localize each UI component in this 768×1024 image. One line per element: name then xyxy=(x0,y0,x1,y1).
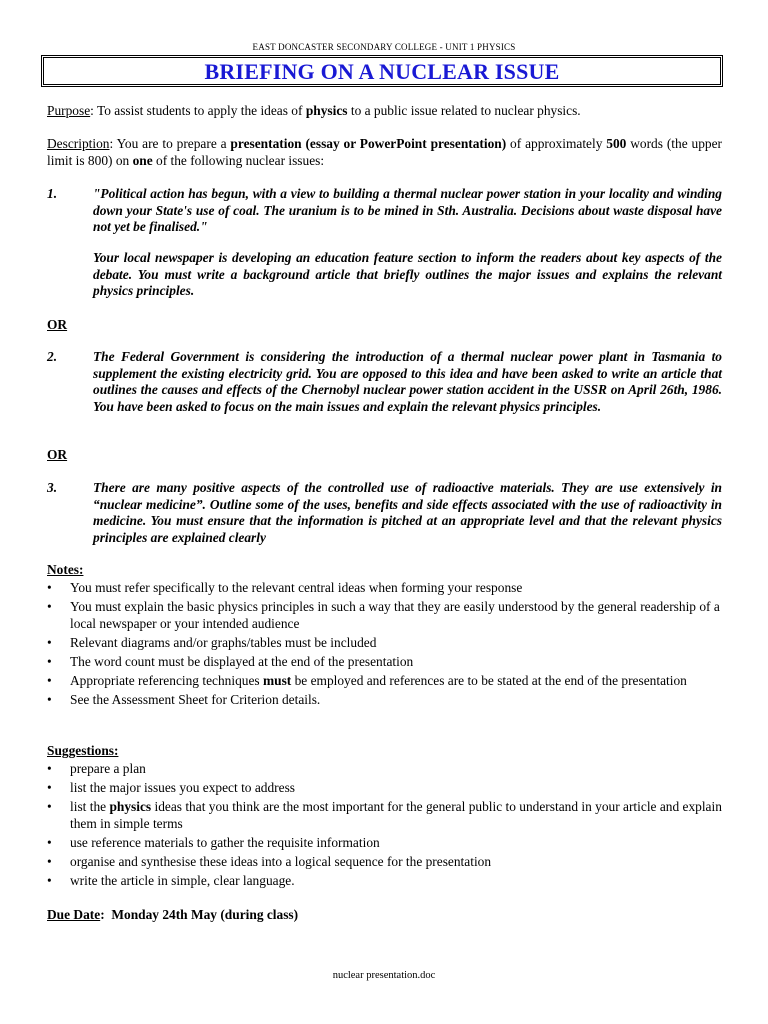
purpose-bold: physics xyxy=(305,103,348,118)
note-text: You must refer specifically to the relevant central ideas when forming your response xyxy=(70,580,523,595)
bullet-icon: • xyxy=(47,691,52,707)
list-item xyxy=(47,854,722,871)
title-box xyxy=(41,55,723,87)
description-text-4: of the following nuclear issues: xyxy=(152,152,325,168)
list-item xyxy=(47,799,722,832)
purpose-text-2: to a public issue related to nuclear physics. xyxy=(347,103,581,118)
bullet-icon: • xyxy=(47,799,52,814)
suggestion-bold: physics xyxy=(109,799,152,814)
page-title: BRIEFING ON A NUCLEAR ISSUE xyxy=(204,59,560,84)
due-date-value: Monday 24th May (during class) xyxy=(111,907,299,922)
suggestion-text: list the major issues you expect to address xyxy=(70,780,295,795)
bullet-icon: • xyxy=(47,834,52,850)
suggestion-text: prepare a plan xyxy=(70,761,146,776)
bullet-icon: • xyxy=(47,580,52,595)
footer-filename: nuclear presentation.doc xyxy=(332,970,436,981)
description-bold-2: 500 xyxy=(606,136,627,151)
suggestion-text: list the xyxy=(70,799,110,814)
list-item xyxy=(47,580,722,597)
list-item xyxy=(47,780,722,797)
description-label: Description xyxy=(47,136,110,151)
list-item xyxy=(47,673,722,690)
issue-number: 3. xyxy=(47,480,58,495)
purpose-paragraph xyxy=(47,103,722,120)
note-bold: must xyxy=(262,672,292,688)
bullet-icon: • xyxy=(47,853,52,869)
issue-number: 1. xyxy=(47,186,58,201)
issue-2-text: The Federal Government is considering the introduction of a thermal nuclear power plant in Tasmania to supplement the existing electricity grid. You are opposed to this idea and have been asked to write an article that outlines the causes and effects of the Chernobyl nuclear power station accident in the USSR on April 26th, 1986. You have been asked to focus on the main issues and explain the relevant physics principles. xyxy=(93,349,722,414)
bullet-icon: • xyxy=(47,599,52,614)
suggestions-heading: Suggestions: xyxy=(47,743,119,758)
or-separator: OR xyxy=(47,317,68,332)
purpose-text-1: : To assist students to apply the ideas of xyxy=(90,103,306,118)
list-item xyxy=(47,761,722,778)
notes-heading: Notes: xyxy=(47,562,84,577)
suggestions-list xyxy=(47,761,722,892)
issue-3-text: There are many positive aspects of the controlled use of radioactive materials. They are use extensively in “nuclear medicine”. Outline some of the uses, benefits and side effects associated with the use of radioactivity in medicine. You must ensure that the information is pitched at an appropriate level and that the relevant physics principles are explained clearly xyxy=(93,480,722,545)
note-text: Relevant diagrams and/or graphs/tables must be included xyxy=(70,634,377,650)
description-bold-1: presentation (essay or PowerPoint presentation) xyxy=(230,136,507,151)
due-date-colon: : xyxy=(100,907,105,922)
list-item xyxy=(47,654,722,671)
suggestion-text: use reference materials to gather the requisite information xyxy=(70,834,380,850)
list-item xyxy=(47,599,722,632)
issue-1-quote: "Political action has begun, with a view to building a thermal nuclear power station in your locality and winding down your State's use of coal. The uranium is to be mined in Sth. Australia. Decisions about waste disposal have not yet be finalised." xyxy=(93,186,722,234)
note-text: be employed and references are to be stated at the end of the presentation xyxy=(291,672,687,688)
bullet-icon: • xyxy=(47,761,52,776)
due-date xyxy=(47,907,298,924)
list-item xyxy=(47,835,722,852)
description-bold-3: one xyxy=(132,152,153,168)
bullet-icon: • xyxy=(47,634,52,650)
bullet-icon: • xyxy=(47,872,52,888)
list-item xyxy=(47,692,722,709)
suggestion-text: ideas that you think are the most important for the general public to understand in your article and explain them in simple terms xyxy=(70,799,722,831)
issue-number: 2. xyxy=(47,349,58,364)
note-text: See the Assessment Sheet for Criterion details. xyxy=(70,691,321,707)
purpose-label: Purpose xyxy=(47,103,91,118)
issue-1-task: Your local newspaper is developing an education feature section to inform the readers about key aspects of the debate. You must write a background article that briefly outlines the major issues and explains the relevant physics principles. xyxy=(93,250,722,298)
note-text: You must explain the basic physics principles in such a way that they are easily understood by the general readership of a local newspaper or your intended audience xyxy=(70,599,720,631)
note-text: Appropriate referencing techniques xyxy=(70,672,263,688)
due-date-label: Due Date xyxy=(47,907,101,922)
description-paragraph xyxy=(47,136,722,169)
school-header: EAST DONCASTER SECONDARY COLLEGE - UNIT 1 PHYSICS xyxy=(252,42,516,52)
description-text-2: of approximately xyxy=(506,136,607,151)
bullet-icon: • xyxy=(47,672,52,688)
or-separator: OR xyxy=(47,447,68,462)
notes-list xyxy=(47,580,722,711)
suggestion-text: organise and synthesise these ideas into a logical sequence for the presentation xyxy=(70,853,492,869)
list-item xyxy=(47,873,722,890)
note-text: The word count must be displayed at the end of the presentation xyxy=(70,653,414,669)
suggestion-text: write the article in simple, clear language. xyxy=(70,872,295,888)
list-item xyxy=(47,635,722,652)
bullet-icon: • xyxy=(47,780,52,795)
description-text-1: : You are to prepare a xyxy=(109,136,231,151)
bullet-icon: • xyxy=(47,653,52,669)
description-text-3: words (the upper limit is 800) on xyxy=(47,136,722,168)
